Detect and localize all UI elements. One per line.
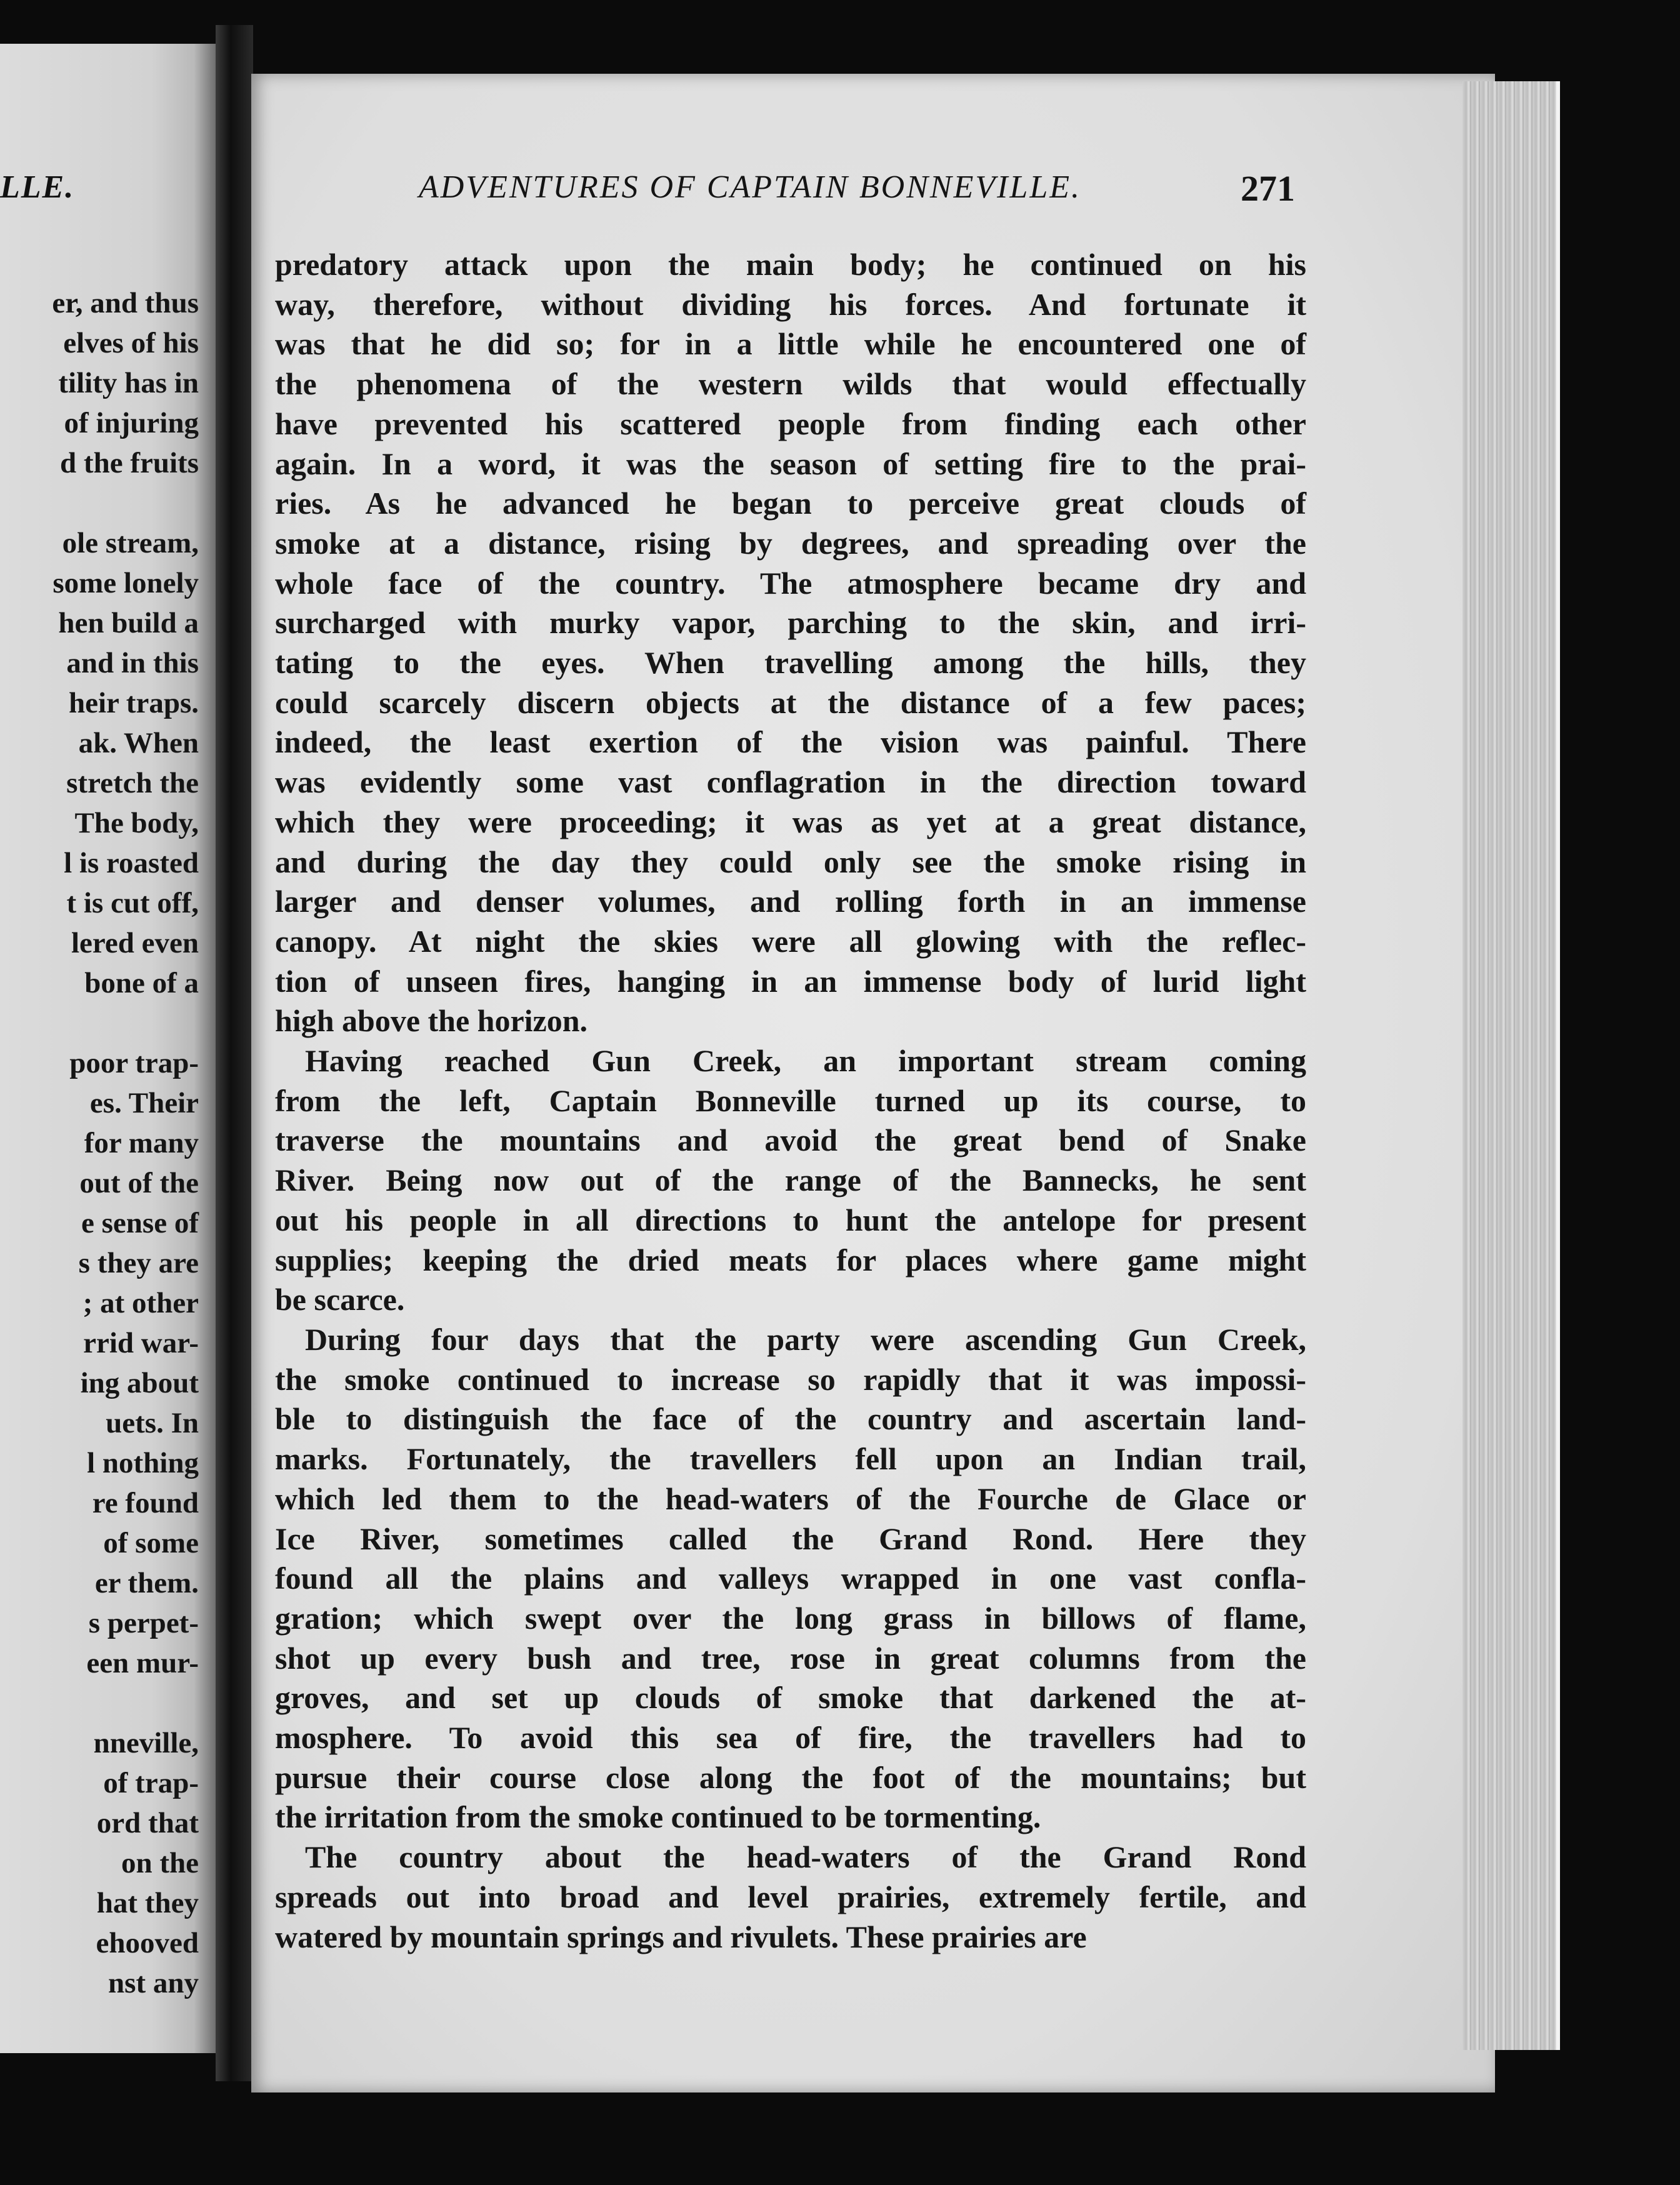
paragraph	[275, 1041, 1306, 1320]
text-line: which they were proceeding; it was as yet at a great distance,	[275, 804, 1306, 839]
text-line: watered by mountain springs and rivulets. These prairies are	[275, 1919, 1087, 1954]
paragraph	[275, 1838, 1306, 1957]
left-page-line: ; at other	[82, 1287, 199, 1319]
text-line: could scarcely discern objects at the distance of a few paces;	[275, 684, 1306, 720]
left-page-line: The body,	[74, 807, 199, 839]
text-line: groves, and set up clouds of smoke that darkened the at-	[275, 1680, 1306, 1716]
left-page-line: ak. When	[78, 727, 199, 759]
text-line: again. In a word, it was the season of setting fire to the prai-	[275, 446, 1306, 481]
page-number: 271	[1241, 168, 1295, 209]
text-line: which led them to the head-waters of the Fourche de Glace or	[275, 1481, 1306, 1516]
left-page	[0, 44, 216, 2053]
left-page-line: ole stream,	[62, 527, 199, 559]
text-line: traverse the mountains and avoid the great bend of Snake	[275, 1122, 1306, 1158]
text-line: During four days that the party were ascending Gun Creek,	[305, 1321, 1306, 1357]
left-page-line	[0, 1683, 199, 1723]
left-page-line: ing about	[80, 1367, 199, 1399]
text-line: larger and denser volumes, and rolling forth in an immense	[275, 884, 1306, 919]
text-line: was evidently some vast conflagration in the direction toward	[275, 764, 1306, 800]
text-line: Having reached Gun Creek, an important stream coming	[305, 1043, 1306, 1079]
text-line: Ice River, sometimes called the Grand Rond. Here they	[275, 1521, 1306, 1556]
left-page-line: l nothing	[87, 1447, 199, 1479]
running-head: ADVENTURES OF CAPTAIN BONNEVILLE.	[419, 169, 1082, 205]
left-page-line: of injuring	[64, 407, 199, 439]
left-page-line	[0, 1003, 199, 1043]
text-line: was that he did so; for in a little while he encountered one of	[275, 326, 1306, 362]
left-page-line: t is cut off,	[66, 887, 199, 919]
left-page-line: ehooved	[96, 1927, 199, 1959]
left-page-line: of trap-	[103, 1767, 199, 1799]
text-line: spreads out into broad and level prairies, extremely fertile, and	[275, 1879, 1306, 1914]
left-page-line: er, and thus	[52, 287, 199, 319]
text-line: high above the horizon.	[275, 1003, 588, 1039]
left-page-line: s they are	[78, 1247, 199, 1279]
left-page-line: poor trap-	[69, 1047, 199, 1079]
text-line: canopy. At night the skies were all glowing with the reflec-	[275, 923, 1306, 959]
text-line: surcharged with murky vapor, parching to the skin, and irri-	[275, 605, 1306, 641]
left-page-line: and in this	[66, 647, 199, 679]
left-page-line: lered even	[71, 927, 199, 959]
left-page-line: nst any	[108, 1967, 199, 1999]
left-page-line: out of the	[79, 1167, 199, 1199]
left-page-line: e sense of	[81, 1207, 199, 1239]
text-line: the smoke continued to increase so rapidly that it was impossi-	[275, 1361, 1306, 1397]
text-line: pursue their course close along the foot of the mountains; but	[275, 1759, 1306, 1795]
text-line: the irritation from the smoke continued to be tormenting.	[275, 1799, 1041, 1835]
text-line: supplies; keeping the dried meats for places where game might	[275, 1242, 1306, 1278]
left-page-line: es. Their	[89, 1087, 199, 1119]
left-page-line: hen build a	[58, 607, 199, 639]
left-page-line: er them.	[94, 1567, 199, 1599]
text-line: smoke at a distance, rising by degrees, and spreading over the	[275, 525, 1306, 561]
left-page-line: heir traps.	[68, 687, 199, 719]
text-line: have prevented his scattered people from finding each other	[275, 406, 1306, 441]
left-page-line: ord that	[96, 1807, 199, 1839]
text-line: tating to the eyes. When travelling among the hills, they	[275, 645, 1306, 681]
text-line: whole face of the country. The atmosphere became dry and	[275, 565, 1306, 601]
text-line: the phenomena of the western wilds that would effectually	[275, 366, 1306, 402]
text-line: from the left, Captain Bonneville turned up its course, to	[275, 1082, 1306, 1118]
left-page-line: uets. In	[106, 1407, 199, 1439]
left-page-text	[0, 283, 199, 2003]
left-page-line: hat they	[96, 1887, 199, 1919]
text-line: found all the plains and valleys wrapped in one vast confla-	[275, 1561, 1306, 1596]
text-line: indeed, the least exertion of the vision was painful. There	[275, 724, 1306, 760]
text-line: tion of unseen fires, hanging in an immense body of lurid light	[275, 963, 1306, 999]
left-page-line: of some	[103, 1527, 199, 1559]
left-page-line: stretch the	[66, 767, 199, 799]
text-line: be scarce.	[275, 1282, 405, 1318]
body-text	[275, 245, 1306, 1957]
text-line: River. Being now out of the range of the Bannecks, he sent	[275, 1162, 1306, 1198]
left-running-head: LLE.	[0, 169, 75, 205]
page-edges	[1462, 81, 1560, 2050]
text-line: mosphere. To avoid this sea of fire, the travellers had to	[275, 1720, 1306, 1756]
left-page-line: on the	[121, 1847, 199, 1879]
text-line: out his people in all directions to hunt the antelope for present	[275, 1202, 1306, 1238]
text-line: and during the day they could only see the smoke rising in	[275, 844, 1306, 879]
left-page-line: tility has in	[58, 367, 199, 399]
left-page-line: nneville,	[93, 1727, 199, 1759]
text-line: gration; which swept over the long grass in billows of flame,	[275, 1600, 1306, 1636]
left-page-line: een mur-	[86, 1647, 199, 1679]
text-line: predatory attack upon the main body; he continued on his	[275, 247, 1306, 282]
text-line: ries. As he advanced he began to perceive great clouds of	[275, 486, 1306, 521]
left-page-line: elves of his	[63, 327, 199, 359]
left-page-line: for many	[84, 1127, 199, 1159]
text-line: way, therefore, without dividing his forces. And fortunate it	[275, 286, 1306, 322]
paragraph	[275, 245, 1306, 1041]
left-page-line: bone of a	[84, 967, 199, 999]
text-line: ble to distinguish the face of the country and ascertain land-	[275, 1401, 1306, 1437]
left-page-line: re found	[92, 1487, 199, 1519]
left-page-line	[0, 483, 199, 523]
text-line: marks. Fortunately, the travellers fell upon an Indian trail,	[275, 1441, 1306, 1477]
left-page-line: l is roasted	[64, 847, 199, 879]
left-page-line: rrid war-	[83, 1327, 199, 1359]
text-line: The country about the head-waters of the Grand Rond	[305, 1839, 1306, 1875]
left-page-line: some lonely	[52, 567, 199, 599]
left-page-line: d the fruits	[60, 447, 199, 479]
book-gutter	[216, 25, 253, 2081]
text-line: shot up every bush and tree, rose in great columns from the	[275, 1640, 1306, 1676]
left-page-line: s perpet-	[88, 1607, 199, 1639]
paragraph	[275, 1320, 1306, 1838]
